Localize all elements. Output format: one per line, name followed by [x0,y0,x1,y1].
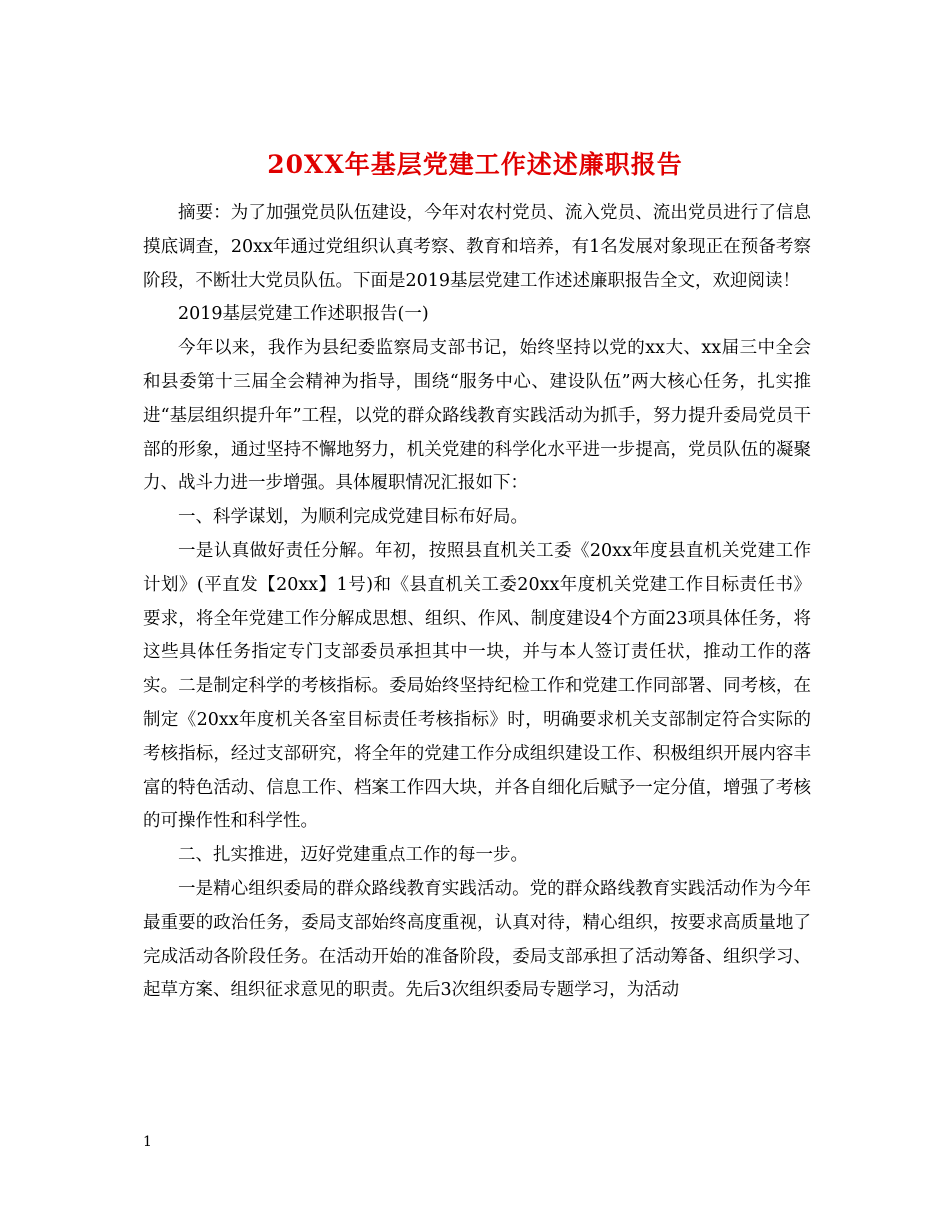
page-number: 1 [143,1134,152,1150]
section-heading-2: 二、扎实推进，迈好党建重点工作的每一步。 [178,845,528,866]
paragraph-report-heading: 2019基层党建工作述职报告(一) [178,304,429,325]
paragraph-abstract: 摘要：为了加强党员队伍建设，今年对农村党员、流入党员、流出党员进行了信息摸底调查，20xx年通过党组织认真考察、教育和培养，有1名发展对象现正在预备考察阶段，不断壮大党员队伍。下面是2019基层党建工作述述廉职报告全文，欢迎阅读！ [143,203,811,291]
paragraph-section-2: 一是精心组织委局的群众路线教育实践活动。党的群众路线教育实践活动作为今年最重要的政治任务，委局支部始终高度重视，认真对待，精心组织，按要求高质量地了完成活动各阶段任务。在活动开始的准备阶段，委局支部承担了活动筹备、组织学习、起草方案、组织征求意见的职责。先后3次组织委局专题学习，为活动 [143,878,811,1001]
document-title: 20XX年基层党建工作述述廉职报告 [267,149,683,179]
section-heading-1: 一、科学谋划，为顺利完成党建目标布好局。 [178,507,528,528]
paragraph-intro: 今年以来，我作为县纪委监察局支部书记，始终坚持以党的xx大、xx届三中全会和县委第十三届全会精神为指导，围绕“服务中心、建设队伍”两大核心任务，扎实推进“基层组织提升年”工程，以党的群众路线教育实践活动为抓手，努力提升委局党员干部的形象，通过坚持不懈地努力，机关党建的科学化水平进一步提高，党员队伍的凝聚力、战斗力进一步增强。具体履职情况汇报如下： [143,338,811,494]
document-body [143,197,811,1008]
paragraph-section-1: 一是认真做好责任分解。年初，按照县直机关工委《20xx年度县直机关党建工作计划》(平直发【20xx】1号)和《县直机关工委20xx年度机关党建工作目标责任书》要求，将全年党建工作分解成思想、组织、作风、制度建设4个方面23项具体任务，将这些具体任务指定专门支部委员承担其中一块，并与本人签订责任状，推动工作的落实。二是制定科学的考核指标。委局始终坚持纪检工作和党建工作同部署、同考核，在制定《20xx年度机关各室目标责任考核指标》时，明确要求机关支部制定符合实际的考核指标，经过支部研究，将全年的党建工作分成组织建设工作、积极组织开展内容丰富的特色活动、信息工作、档案工作四大块，并各自细化后赋予一定分值，增强了考核的可操作性和科学性。 [143,540,811,832]
